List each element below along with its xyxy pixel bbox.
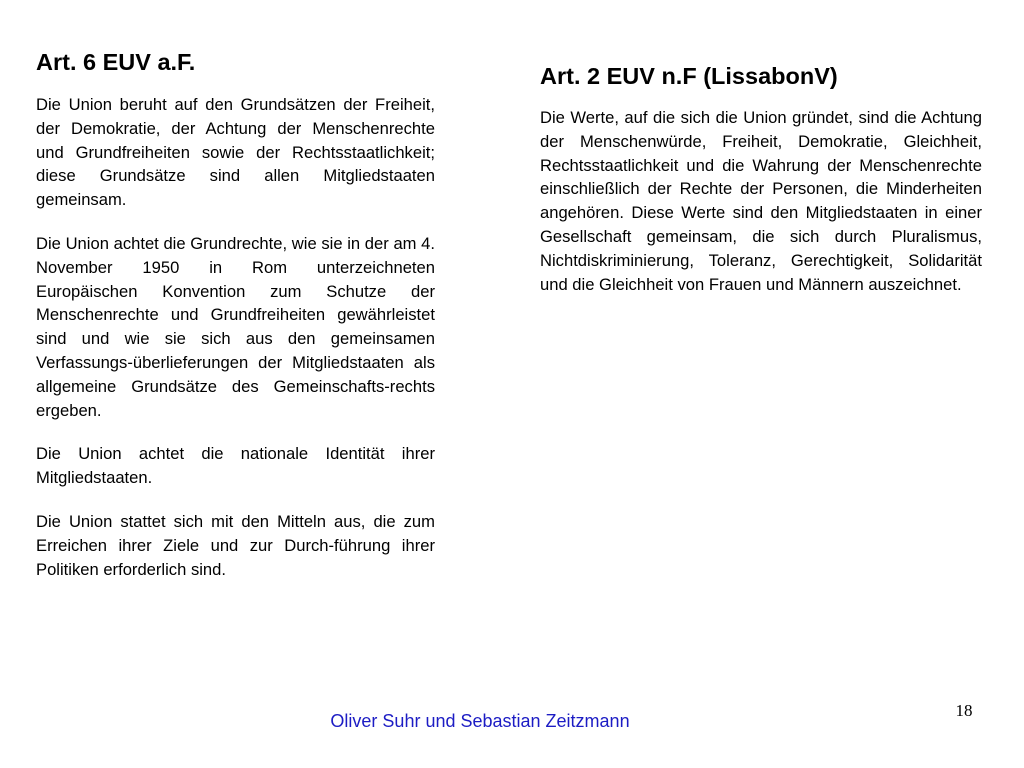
footer-author: Oliver Suhr und Sebastian Zeitzmann [330, 711, 630, 731]
right-paragraph-1: Die Werte, auf die sich die Union gründet, sind die Achtung der Menschenwürde, Freiheit, Demokratie, Gleichheit, Rechtsstaatlichkeit und die Wahrung der Menschenrechte einschließlich der Rechte der Personen, die Minderheiten angehören. Diese Werte sind den Mitgliedstaaten in einer Gesellschaft gemeinsam, die sich durch Pluralismus, Nichtdiskriminierung, Toleranz, Gerechtigkeit, Solidarität und die Gleichheit von Frauen und Männern auszeichnet. [540, 108, 982, 294]
left-paragraph-2: Die Union achtet die Grundrechte, wie sie in der am 4. November 1950 in Rom unterzeichneten Europäischen Konvention zum Schutze der Menschenrechte und Grundfreiheiten gewährleistet sind und wie sie sich aus den gemeinsamen Verfassungs-überlieferungen der Mitgliedstaaten als allgemeine Grundsätze des Gemeinschafts-rechts ergeben. [36, 233, 435, 420]
left-paragraph-4: Die Union stattet sich mit den Mitteln aus, die zum Erreichen ihrer Ziele und zur Durch-führung ihrer Politiken erforderlich sind. [36, 511, 435, 579]
page-number: 18 [955, 701, 973, 720]
right-heading: Art. 2 EUV n.F (LissabonV) [540, 63, 838, 89]
left-paragraph-1: Die Union beruht auf den Grundsätzen der Freiheit, der Demokratie, der Achtung der Menschenrechte und Grundfreiheiten sowie der Rechtsstaatlichkeit; diese Grundsätze sind allen Mitgliedstaaten gemeinsam. [36, 95, 435, 210]
left-heading: Art. 6 EUV a.F. [36, 49, 196, 75]
left-column [36, 0, 435, 601]
left-paragraph-3: Die Union achtet die nationale Identität ihrer Mitgliedstaaten. [36, 444, 435, 488]
right-column [540, 0, 982, 316]
